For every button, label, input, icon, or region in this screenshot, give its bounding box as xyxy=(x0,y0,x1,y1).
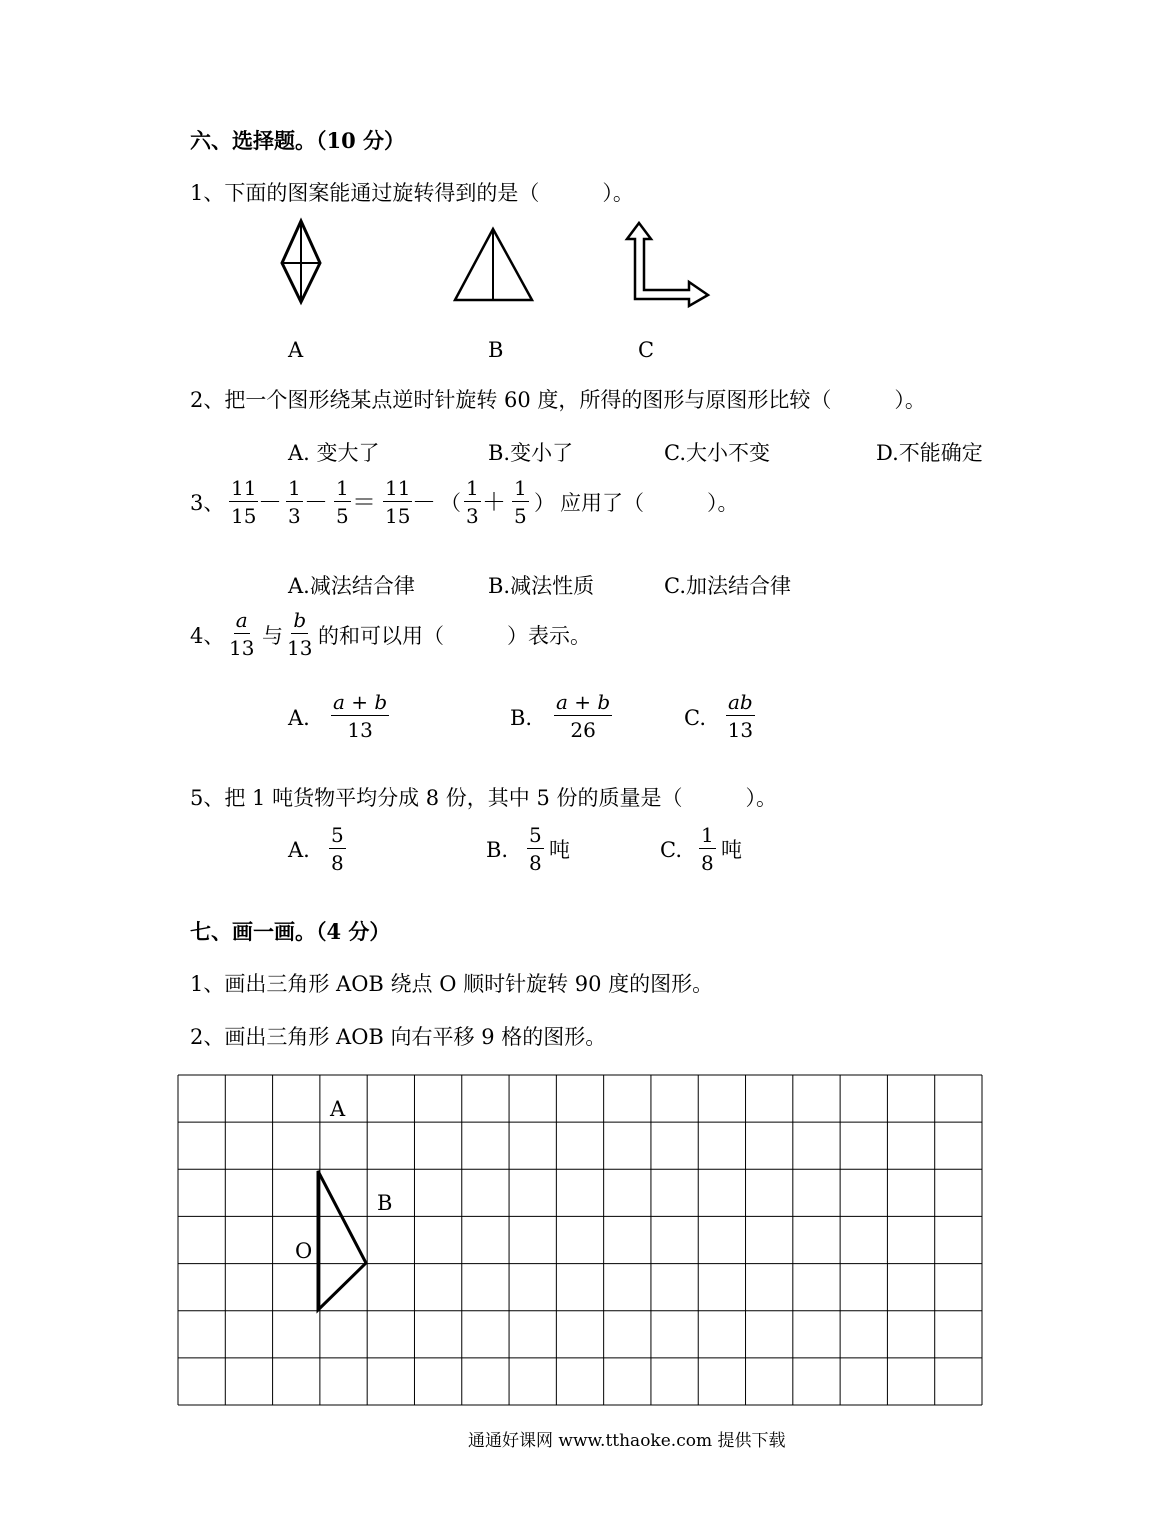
q5-option-a-fraction xyxy=(329,825,346,873)
q3-right-paren: ） xyxy=(534,491,555,515)
q5-option-a-label: A. xyxy=(288,838,310,862)
q3-minus-2: － xyxy=(304,488,328,516)
q4-option-c-den: 13 xyxy=(727,718,754,742)
q3-fraction-2-den: 3 xyxy=(288,504,301,528)
figure-a-rhombus xyxy=(278,218,324,306)
q4-suffix: 的和可以用（ ）表示。 xyxy=(318,624,591,648)
q3-fraction-1-num: 11 xyxy=(231,476,257,500)
q3-option-b: B.减法性质 xyxy=(488,574,595,598)
q5-option-c-num: 1 xyxy=(701,823,714,847)
q2-option-b: B.变小了 xyxy=(488,441,574,465)
q3-fraction-5-den: 3 xyxy=(466,504,479,528)
q3-minus-1: － xyxy=(258,488,282,516)
q4-fraction-a-den: 13 xyxy=(229,636,255,660)
q4-option-a-label: A. xyxy=(288,706,310,730)
q4-option-b-num: a + b xyxy=(556,690,611,714)
figure-label-a: A xyxy=(288,338,304,362)
q5-option-b-den: 8 xyxy=(529,851,542,875)
figure-label-b: B xyxy=(488,338,504,362)
point-label-o: O xyxy=(295,1239,313,1263)
q3-fraction-4-den: 15 xyxy=(385,504,411,528)
q3-prefix: 3、 xyxy=(190,491,225,515)
q3-fraction-4-num: 11 xyxy=(385,476,411,500)
q5-option-c-unit: 吨 xyxy=(721,838,742,862)
figure-label-c: C xyxy=(638,338,655,362)
q4-option-b-den: 26 xyxy=(570,718,596,742)
q5-option-a-num: 5 xyxy=(331,823,344,847)
q3-fraction-6-num: 1 xyxy=(514,476,527,500)
section-7-heading: 七、画一画。（4 分） xyxy=(190,919,391,944)
figure-c-arrows xyxy=(622,220,714,308)
question-5-text: 5、把 1 吨货物平均分成 8 份，其中 5 份的质量是（ ）。 xyxy=(190,786,777,810)
footer-text: 通通好课网 www.tthaoke.com 提供下载 xyxy=(468,1431,786,1451)
q5-option-c-den: 8 xyxy=(701,851,714,875)
q4-option-c-fraction xyxy=(726,692,755,740)
q3-fraction-2 xyxy=(286,478,303,526)
q4-option-b-label: B. xyxy=(510,706,533,730)
q4-option-a-fraction xyxy=(331,692,389,740)
q3-fraction-6 xyxy=(512,478,529,526)
q5-option-b-unit: 吨 xyxy=(549,838,570,862)
point-label-a: A xyxy=(330,1097,346,1121)
q3-option-a: A.减法结合律 xyxy=(288,574,415,598)
q3-suffix: 应用了（ ）。 xyxy=(560,491,739,515)
q3-minus-3: － xyxy=(412,488,436,516)
q3-fraction-2-num: 1 xyxy=(288,476,301,500)
q4-fraction-b xyxy=(287,610,312,658)
q5-option-b-num: 5 xyxy=(529,823,542,847)
q2-option-a: A. 变大了 xyxy=(288,441,380,465)
q3-fraction-5 xyxy=(464,478,481,526)
q3-fraction-3 xyxy=(334,478,351,526)
q3-fraction-1-den: 15 xyxy=(231,504,257,528)
q4-option-c-num: ab xyxy=(728,690,753,714)
triangle-aob xyxy=(318,1171,366,1310)
section-7-question-1: 1、画出三角形 AOB 绕点 O 顺时针旋转 90 度的图形。 xyxy=(190,972,714,996)
q3-fraction-3-num: 1 xyxy=(336,476,349,500)
q3-fraction-5-num: 1 xyxy=(466,476,479,500)
question-1-text: 1、下面的图案能通过旋转得到的是（ ）。 xyxy=(190,181,634,205)
point-label-b: B xyxy=(377,1191,393,1215)
q5-option-b-fraction xyxy=(527,825,544,873)
q3-fraction-3-den: 5 xyxy=(336,504,349,528)
q3-left-paren: （ xyxy=(440,491,461,515)
section-6-heading: 六、选择题。（10 分） xyxy=(190,128,406,153)
q5-option-b-label: B. xyxy=(486,838,509,862)
q4-option-c-label: C. xyxy=(684,706,706,730)
q5-option-c-label: C. xyxy=(660,838,682,862)
q3-fraction-6-den: 5 xyxy=(514,504,527,528)
q3-equals: ＝ xyxy=(352,488,376,516)
q4-fraction-b-num: b xyxy=(293,608,307,632)
q4-option-b-fraction xyxy=(554,692,612,740)
q4-fraction-b-den: 13 xyxy=(287,636,313,660)
section-7-question-2: 2、画出三角形 AOB 向右平移 9 格的图形。 xyxy=(190,1025,607,1049)
q3-option-c: C.加法结合律 xyxy=(664,574,791,598)
q3-fraction-1 xyxy=(229,478,258,526)
question-2-text: 2、把一个图形绕某点逆时针旋转 60 度，所得的图形与原图形比较（ ）。 xyxy=(190,388,926,412)
q4-option-a-den: 13 xyxy=(347,718,373,742)
q4-fraction-a-num: a xyxy=(235,608,248,632)
q4-option-a-num: a + b xyxy=(333,690,388,714)
q5-option-c-fraction xyxy=(699,825,716,873)
q4-fraction-a xyxy=(229,610,254,658)
figure-b-triangle xyxy=(451,226,537,306)
q2-option-d: D.不能确定 xyxy=(876,441,983,465)
q2-option-c: C.大小不变 xyxy=(664,441,770,465)
q4-mid-text: 与 xyxy=(262,624,283,648)
q3-fraction-4 xyxy=(383,478,412,526)
q3-plus: ＋ xyxy=(482,488,506,516)
q4-prefix: 4、 xyxy=(190,624,225,648)
q5-option-a-den: 8 xyxy=(331,851,344,875)
